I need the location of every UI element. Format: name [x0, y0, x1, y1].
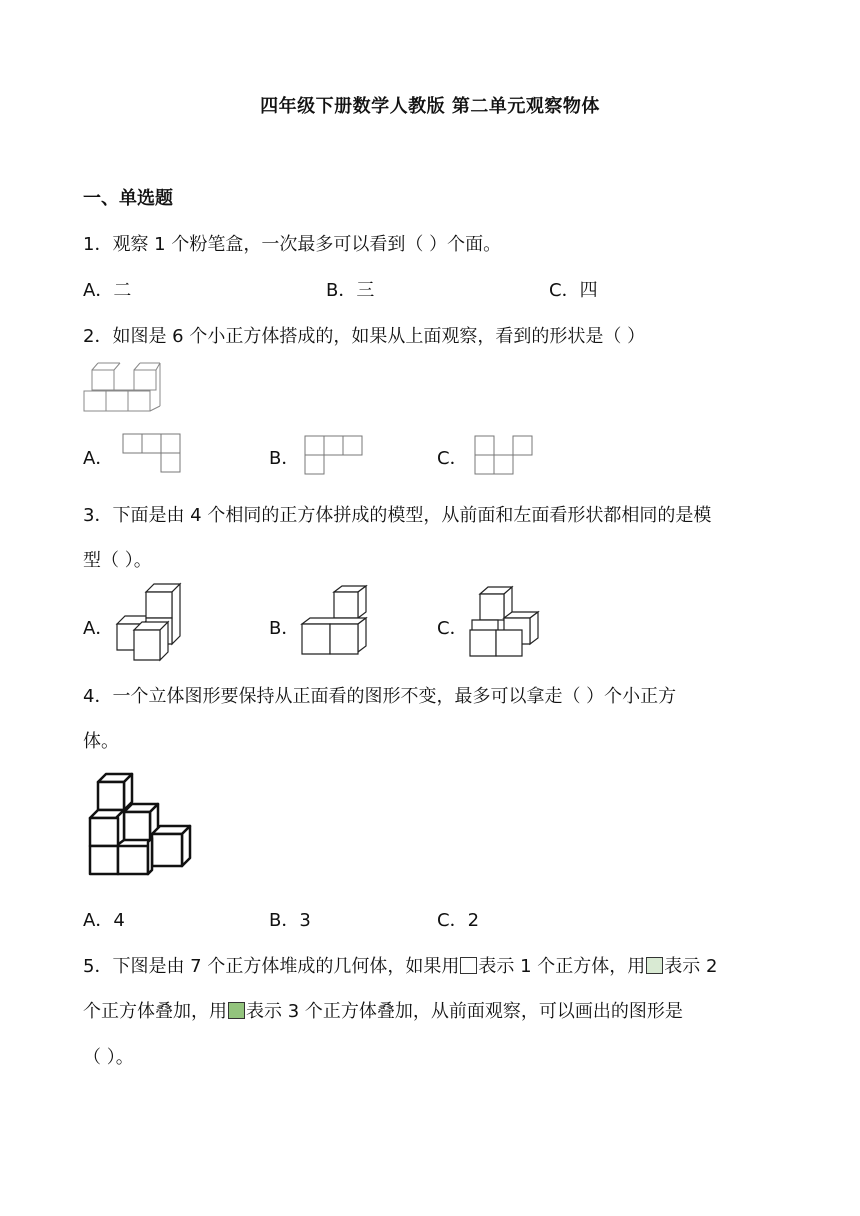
q2-option-a-shape [120, 432, 184, 476]
q2-option-b[interactable]: B． [269, 448, 300, 469]
question-5-line-3: （ ）。 [83, 1047, 134, 1068]
question-2-text: 2．如图是 6 个小正方体搭成的，如果从上面观察，看到的形状是（ ） [83, 326, 646, 347]
q1-option-c[interactable]: C．四 [549, 280, 598, 301]
three-cube-swatch-icon [228, 1002, 245, 1019]
question-5-line-1 [83, 952, 717, 978]
q4-option-c[interactable]: C．2 [437, 910, 480, 931]
q5-line1-part-c: 表示 2 [664, 956, 718, 977]
q3-option-a-model [112, 578, 192, 664]
q2-option-c-shape [472, 434, 536, 478]
question-4-line-1: 4．一个立体图形要保持从正面看的图形不变，最多可以拿走（ ）个小正方 [83, 686, 677, 707]
question-1-text: 1．观察 1 个粉笔盒，一次最多可以看到（ ）个面。 [83, 234, 502, 255]
q5-line2-part-a: 个正方体叠加，用 [83, 1001, 227, 1022]
q1-option-a[interactable]: A．二 [83, 280, 132, 301]
question-4-line-2: 体。 [83, 731, 119, 752]
one-cube-swatch-icon [460, 957, 477, 974]
q4-cube-structure-figure [86, 770, 196, 878]
q3-option-b-model [298, 584, 374, 660]
q3-option-a[interactable]: A． [83, 618, 114, 639]
q4-option-a[interactable]: A．4 [83, 910, 125, 931]
two-cube-swatch-icon [646, 957, 663, 974]
q2-option-c[interactable]: C． [437, 448, 468, 469]
q3-option-c[interactable]: C． [437, 618, 468, 639]
q3-option-c-model [466, 584, 544, 660]
q5-line1-part-a: 5．下图是由 7 个正方体堆成的几何体，如果用 [83, 956, 460, 977]
q3-option-b[interactable]: B． [269, 618, 300, 639]
q1-option-b[interactable]: B．三 [326, 280, 375, 301]
page-title: 四年级下册数学人教版 第二单元观察物体 [260, 96, 600, 117]
q4-option-b[interactable]: B．3 [269, 910, 311, 931]
question-5-line-2 [83, 997, 683, 1023]
q2-cube-stack-figure [82, 360, 162, 414]
q2-option-b-shape [302, 434, 366, 478]
q5-line1-part-b: 表示 1 个正方体，用 [478, 956, 646, 977]
section-heading: 一、单选题 [83, 188, 173, 209]
question-3-line-2: 型（ ）。 [83, 550, 152, 571]
q2-option-a[interactable]: A． [83, 448, 114, 469]
q5-line2-part-b: 表示 3 个正方体叠加，从前面观察，可以画出的图形是 [246, 1001, 683, 1022]
question-3-line-1: 3．下面是由 4 个相同的正方体拼成的模型，从前面和左面看形状都相同的是模 [83, 505, 712, 526]
